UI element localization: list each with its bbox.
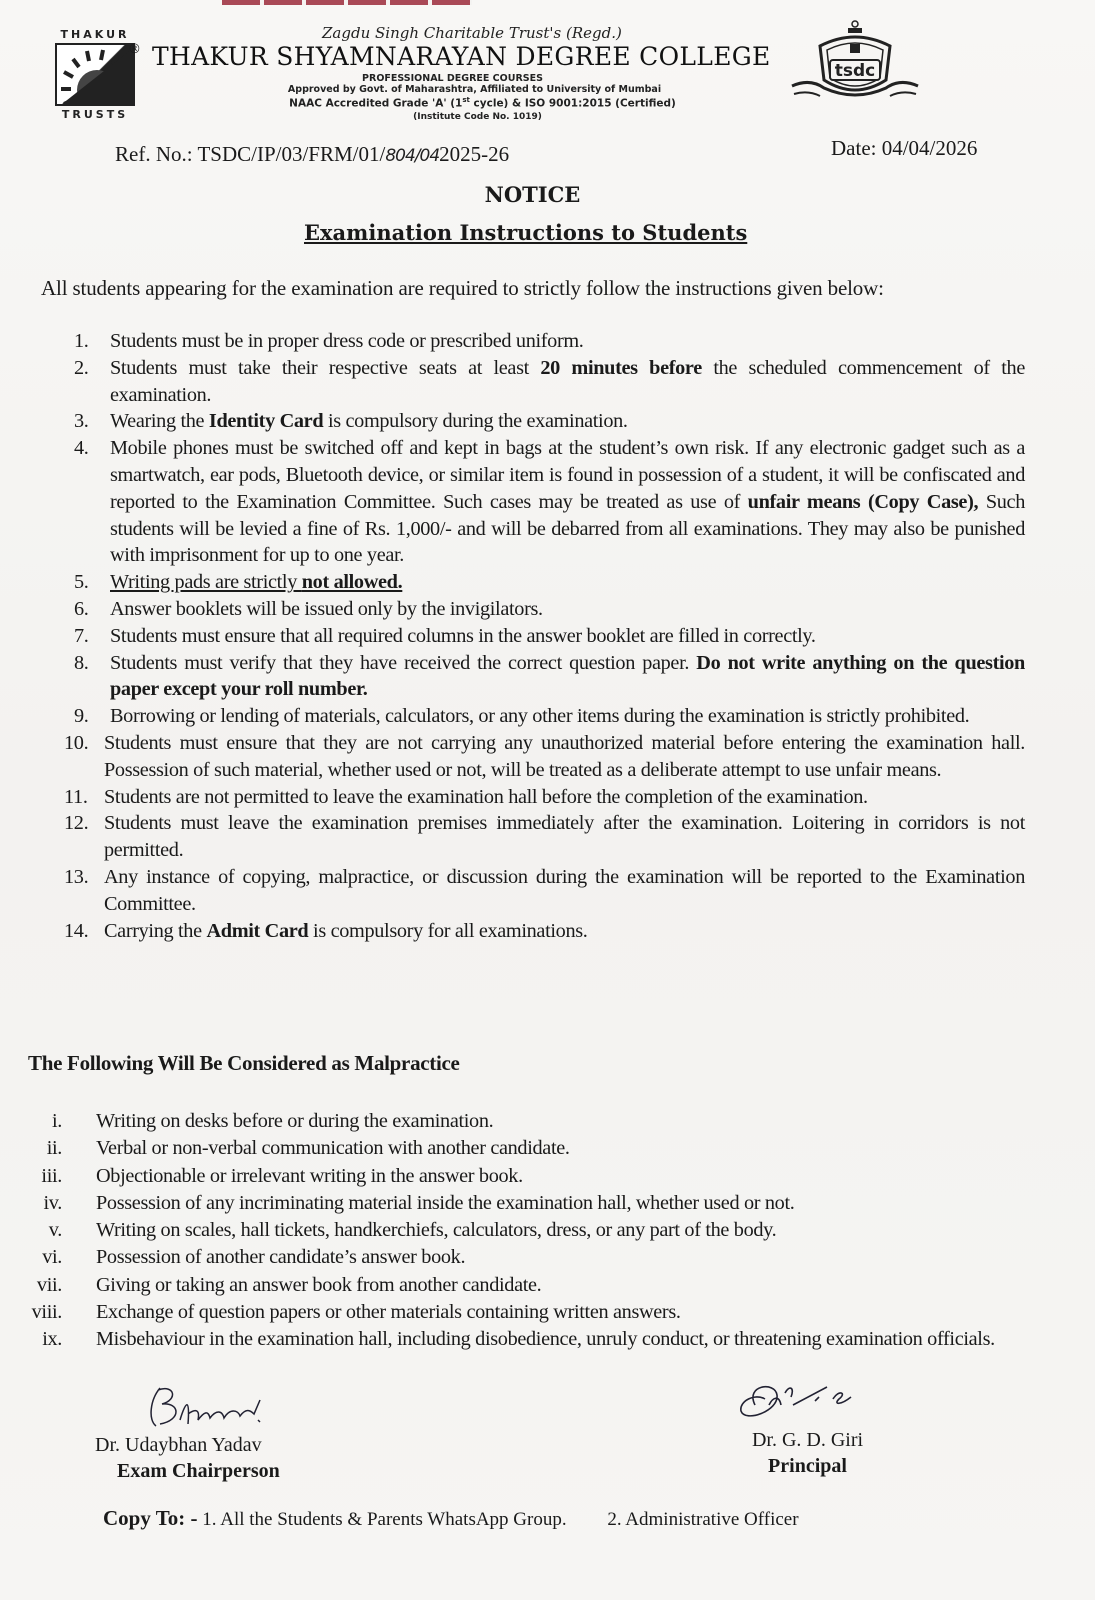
signature-icon xyxy=(715,1375,900,1427)
instruction-emphasis: 20 minutes before xyxy=(540,356,702,379)
instruction-item xyxy=(70,355,1025,409)
instruction-item xyxy=(64,918,1025,945)
instruction-number: 14. xyxy=(64,919,89,942)
college-name: THAKUR SHYAMNARAYAN DEGREE COLLEGE xyxy=(152,42,771,71)
letterhead-top-strip xyxy=(222,0,472,5)
reference-suffix: 2025-26 xyxy=(439,142,510,166)
malpractice-item xyxy=(20,1244,1025,1271)
instruction-item xyxy=(64,810,1025,864)
malpractice-number: ix. xyxy=(42,1328,62,1351)
instruction-number: 4. xyxy=(74,437,89,460)
malpractice-number: ii. xyxy=(46,1137,62,1160)
malpractice-number: vi. xyxy=(42,1246,62,1269)
instruction-number: 10. xyxy=(64,731,89,754)
instruction-text: Carrying the xyxy=(104,919,207,942)
instruction-text: is compulsory during the examination. xyxy=(323,410,628,433)
logo-left-top-text: THAKUR xyxy=(60,28,130,41)
malpractice-number: viii. xyxy=(31,1301,62,1324)
instruction-text: Writing pads are strictly xyxy=(110,571,302,594)
principal-role: Principal xyxy=(768,1455,847,1477)
malpractice-number: vii. xyxy=(36,1273,62,1296)
reference-label: Ref. No.: TSDC/IP/03/FRM/01/ xyxy=(115,142,386,166)
malpractice-text: Exchange of question papers or other materials containing written answers. xyxy=(96,1301,681,1324)
instruction-text: Such students will be levied a fine of Rs. 1,000/- and will be debarred from all examinations. They may also be punished with imprisonment for up to one year. xyxy=(110,490,1025,567)
instruction-item xyxy=(64,730,1025,784)
malpractice-number: i. xyxy=(51,1110,62,1132)
malpractice-number: iii. xyxy=(41,1164,62,1187)
instruction-emphasis: not allowed. xyxy=(301,571,403,594)
instruction-item xyxy=(70,623,1025,650)
notice-subtitle: Examination Instructions to Students xyxy=(304,220,748,245)
malpractice-item xyxy=(20,1299,1025,1326)
malpractice-number: iv. xyxy=(43,1191,62,1214)
instruction-text: Wearing the xyxy=(110,410,209,433)
instruction-item xyxy=(70,569,1025,596)
instruction-text: Students must verify that they have received the correct question paper. xyxy=(110,651,697,674)
malpractice-text: Possession of any incriminating material inside the examination hall, whether used or not. xyxy=(96,1191,795,1214)
instruction-item xyxy=(70,408,1025,435)
instruction-emphasis: Admit Card xyxy=(206,919,309,942)
instruction-text: Students must be in proper dress code or prescribed uniform. xyxy=(110,330,584,352)
registered-mark: ® xyxy=(128,42,141,57)
malpractice-item xyxy=(20,1163,1025,1190)
instruction-number: 6. xyxy=(74,597,89,620)
instruction-item xyxy=(70,650,1025,704)
instruction-item xyxy=(70,435,1025,569)
signature-icon xyxy=(95,1380,305,1432)
malpractice-item xyxy=(20,1217,1025,1244)
intro-text: All students appearing for the examination are required to strictly follow the instructions given below: xyxy=(41,276,884,300)
instruction-emphasis: unfair means (Copy Case), xyxy=(747,490,979,513)
instruction-number: 12. xyxy=(64,812,89,835)
instruction-number: 2. xyxy=(74,356,89,379)
instruction-text: Students must ensure that they are not carrying any unauthorized material before entering the examination hall. Possession of such material, whether used or not, will be treated as a deliberate attempt to use unfair means. xyxy=(104,731,1025,781)
instruction-emphasis: Identity Card xyxy=(208,410,324,433)
instruction-text: Answer booklets will be issued only by the invigilators. xyxy=(110,597,543,620)
chairperson-name: Dr. Udaybhan Yadav xyxy=(95,1434,262,1456)
instruction-text: is compulsory for all examinations. xyxy=(308,919,588,942)
instruction-item xyxy=(70,703,1025,730)
accreditation-sup: st xyxy=(462,96,470,104)
principal-name: Dr. G. D. Giri xyxy=(751,1429,864,1451)
malpractice-text: Objectionable or irrelevant writing in the answer book. xyxy=(96,1164,523,1187)
instruction-number: 3. xyxy=(74,410,89,433)
malpractice-list xyxy=(20,1108,1025,1354)
malpractice-text: Possession of another candidate’s answer book. xyxy=(96,1246,466,1269)
instruction-item xyxy=(64,864,1025,918)
instruction-number: 11. xyxy=(64,785,88,808)
instruction-number: 8. xyxy=(74,651,89,674)
malpractice-item xyxy=(20,1326,1025,1353)
instruction-number: 5. xyxy=(74,571,89,594)
malpractice-item xyxy=(20,1272,1025,1299)
malpractice-heading: The Following Will Be Considered as Malpractice xyxy=(28,1051,460,1075)
tsdc-crest-logo xyxy=(790,18,920,108)
notice-date: Date: 04/04/2026 xyxy=(831,136,978,160)
instruction-number: 7. xyxy=(74,624,89,647)
malpractice-text: Verbal or non-verbal communication with another candidate. xyxy=(96,1137,570,1160)
instruction-text: Students are not permitted to leave the examination hall before the completion of the examination. xyxy=(104,785,868,808)
reference-handwritten: 804/04 xyxy=(385,146,440,166)
notice-title: NOTICE xyxy=(484,182,581,207)
instruction-item xyxy=(64,784,1025,811)
instruction-item xyxy=(70,328,1025,355)
malpractice-text: Misbehaviour in the examination hall, including disobedience, unruly conduct, or threatening examination officials. xyxy=(96,1328,995,1351)
instruction-number: 13. xyxy=(64,865,89,888)
college-affiliation: Approved by Govt. of Maharashtra, Affiliated to University of Mumbai xyxy=(287,84,662,95)
malpractice-text: Writing on scales, hall tickets, handkerchiefs, calculators, dress, or any part of the body. xyxy=(96,1219,777,1242)
reference-number xyxy=(115,142,509,167)
instruction-item xyxy=(70,596,1025,623)
college-subtitle-courses: PROFESSIONAL DEGREE COURSES xyxy=(362,73,543,84)
malpractice-item xyxy=(20,1108,1025,1135)
malpractice-number: v. xyxy=(48,1219,62,1242)
instruction-text: Students must ensure that all required columns in the answer booklet are filled in correctly. xyxy=(110,624,816,647)
instruction-number: 9. xyxy=(74,705,89,728)
signature-block-chairperson xyxy=(95,1380,305,1484)
instruction-list xyxy=(64,328,1025,944)
logo-left-bottom-text: TRUSTS xyxy=(61,108,129,121)
instruction-emphasis: Do not write anything on the question paper except your roll number. xyxy=(110,651,1025,701)
instruction-text: Any instance of copying, malpractice, or discussion during the examination will be reported to the Examination Committee. xyxy=(104,865,1025,915)
instruction-text: Students must leave the examination premises immediately after the examination. Loitering in corridors is not permitted. xyxy=(104,812,1025,862)
trust-line: Zagdu Singh Charitable Trust's (Regd.) xyxy=(322,24,622,42)
malpractice-item xyxy=(20,1190,1025,1217)
instruction-text: Students must take their respective seats at least xyxy=(110,356,541,379)
crest-text: tsdc xyxy=(834,61,876,81)
copy-to-item: 1. All the Students & Parents WhatsApp Group. xyxy=(202,1509,567,1530)
copy-to xyxy=(103,1506,799,1531)
accreditation-text-end: cycle) & ISO 9001:2015 (Certified) xyxy=(469,97,676,110)
malpractice-item xyxy=(20,1135,1025,1162)
accreditation-text: NAAC Accredited Grade 'A' (1 xyxy=(289,97,463,110)
copy-to-item: 2. Administrative Officer xyxy=(607,1509,799,1530)
malpractice-text: Writing on desks before or during the examination. xyxy=(96,1110,494,1132)
chairperson-role: Exam Chairperson xyxy=(117,1460,280,1482)
institute-code: (Institute Code No. 1019) xyxy=(413,112,542,122)
instruction-text: Borrowing or lending of materials, calculators, or any other items during the examination is strictly prohibited. xyxy=(110,705,970,728)
copy-to-label: Copy To: - xyxy=(103,1506,198,1530)
instruction-text: the scheduled commencement of the examination. xyxy=(110,356,1025,406)
instruction-number: 1. xyxy=(74,330,89,352)
signature-block-principal xyxy=(715,1375,900,1479)
instruction-text: Mobile phones must be switched off and kept in bags at the student’s own risk. If any electronic gadget such as a smartwatch, ear pods, Bluetooth device, or similar item is found in possession of a student, it will be confiscated and reported to the Examination Committee. Such cases may be treated as use of xyxy=(110,437,1025,513)
malpractice-text: Giving or taking an answer book from another candidate. xyxy=(96,1273,542,1296)
